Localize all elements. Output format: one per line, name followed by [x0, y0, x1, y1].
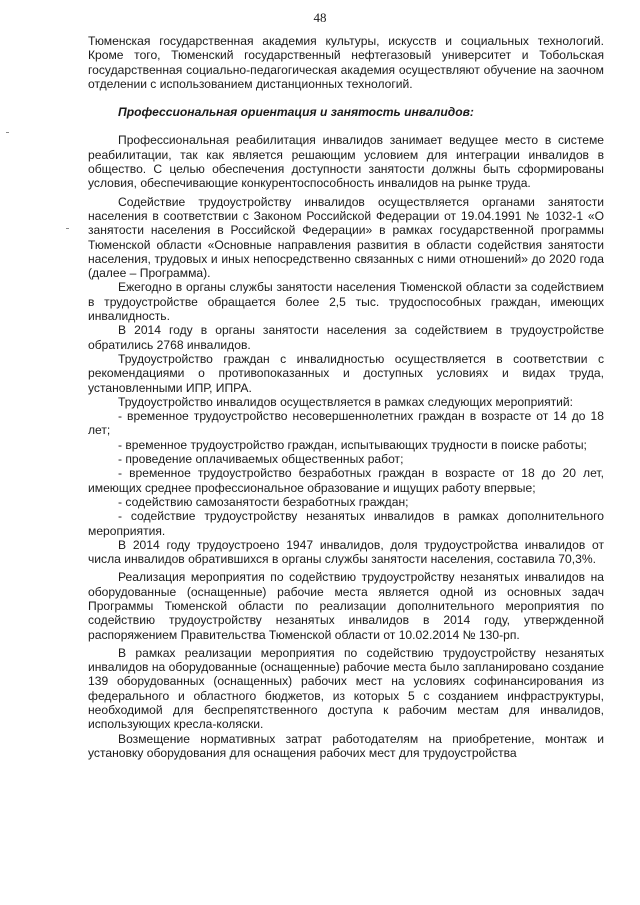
- page-number: 48: [313, 10, 327, 25]
- paragraph: Возмещение нормативных затрат работодателям на приобретение, монтаж и установку оборудования для оснащения рабочих мест для трудоустройства: [88, 731, 604, 760]
- paragraph: Ежегодно в органы службы занятости населения Тюменской области за содействием в трудоустройстве обращается более 2,5 тыс. трудоспособных граждан, имеющих инвалидность.: [88, 280, 604, 324]
- paragraph: В рамках реализации мероприятия по содействию трудоустройству незанятых инвалидов на оборудованные (оснащенные) рабочие места было запланировано создание 139 оборудованных (оснащенных) рабочих мест на условиях софинансирования из федерального и областного бюджетов, из которых 5 с созданием инфраструктуры, необходимой для беспрепятственного доступа к рабочим местам для инвалидов, использующих кресла-коляски.: [88, 645, 604, 732]
- list-item: - содействию самозанятости безработных граждан;: [118, 494, 409, 509]
- list-item: - содействие трудоустройству незанятых инвалидов в рамках дополнительного мероприятия.: [88, 509, 604, 538]
- paragraph: В 2014 году трудоустроено 1947 инвалидов, доля трудоустройства инвалидов от числа инвалидов обратившихся в органы службы занятости населения, составила 70,3%.: [88, 537, 604, 567]
- list-item: - временное трудоустройство граждан, испытывающих трудности в поиске работы;: [118, 437, 587, 452]
- list-item: - временное трудоустройство безработных граждан в возрасте от 18 до 20 лет, имеющих среднее профессиональное образование и ищущих работу впервые;: [88, 466, 604, 495]
- margin-mark: [66, 228, 69, 229]
- intro-paragraph: Тюменская государственная академия культуры, искусств и социальных технологий. Кроме того, Тюменский государственный нефтегазовый университет и Тобольская государственная социально-педагогическая академия осуществляют обучение на заочном отделении с использованием дистанционных технологий.: [88, 34, 604, 91]
- list-item: - проведение оплачиваемых общественных работ;: [118, 452, 404, 467]
- paragraph: В 2014 году в органы занятости населения за содействием в трудоустройстве обратились 2768 инвалидов.: [88, 323, 604, 352]
- section-heading: Профессиональная ориентация и занятость инвалидов:: [118, 105, 474, 120]
- list-item: - временное трудоустройство несовершеннолетних граждан в возрасте от 14 до 18 лет;: [88, 409, 604, 438]
- paragraph: Трудоустройство инвалидов осуществляется в рамках следующих мероприятий:: [118, 394, 574, 409]
- paragraph: Трудоустройство граждан с инвалидностью осуществляется в соответствии с рекомендациями о противопоказанных и доступных условиях и видах труда, установленными ИПР, ИПРА.: [88, 351, 604, 395]
- document-body: [88, 34, 604, 760]
- paragraph: Содействие трудоустройству инвалидов осуществляется органами занятости населения в соответствии с Законом Российской Федерации от 19.04.1991 № 1032-1 «О занятости населения в Российской Федерации» в рамках государственной программы Тюменской области «Основные направления развития в области содействия занятости населения, трудовых и иных непосредственно связанных с ними отношений» до 2020 года (далее – Программа).: [88, 194, 604, 281]
- paragraph: Профессиональная реабилитация инвалидов занимает ведущее место в системе реабилитации, так как является решающим условием для интеграции инвалидов в общество. С целью обеспечения доступности занятости должны быть сформированы условия, обеспечивающие конкурентоспособность инвалидов на рынке труда.: [88, 133, 604, 191]
- margin-mark: [6, 132, 9, 133]
- paragraph: Реализация мероприятия по содействию трудоустройству незанятых инвалидов на оборудованные (оснащенные) рабочие места является одной из основных задач Программы Тюменской области по реализации дополнительного мероприятия по содействию трудоустройству незанятых инвалидов в 2014 году, утвержденной распоряжением Правительства Тюменской области от 10.02.2014 № 130-рп.: [88, 570, 604, 642]
